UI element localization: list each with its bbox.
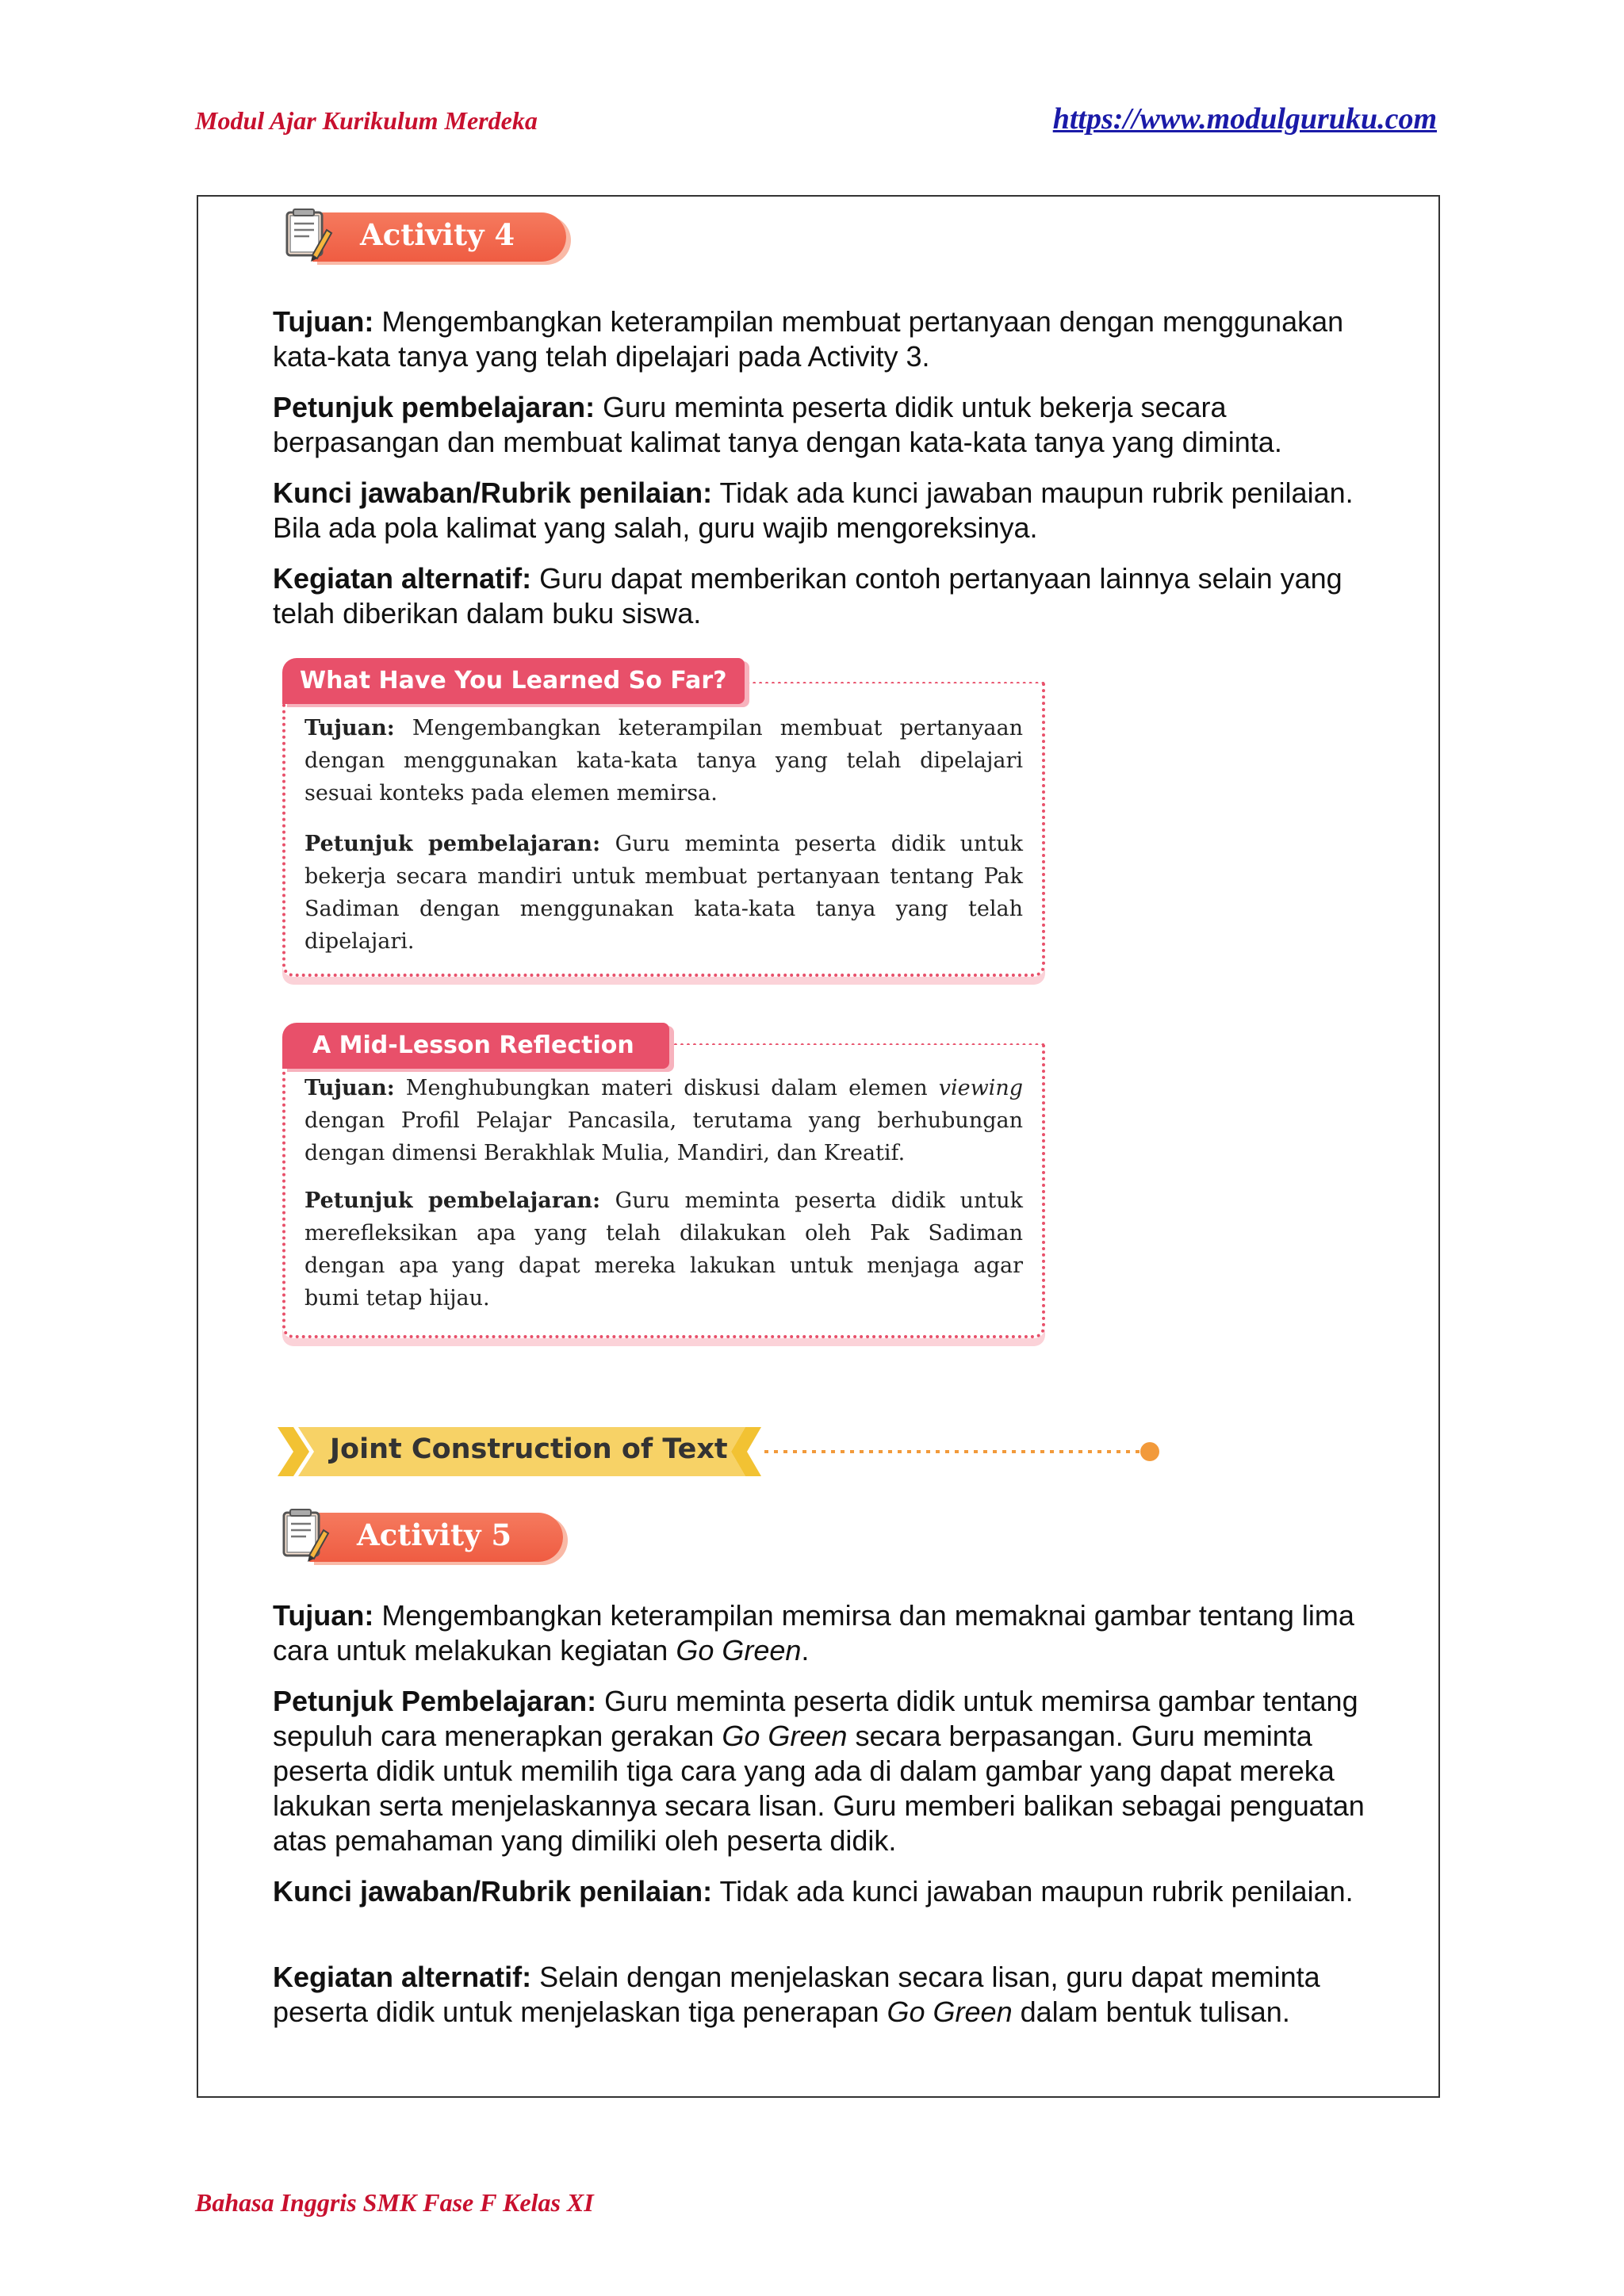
reflection-box-title: A Mid-Lesson Reflection (282, 1023, 669, 1069)
footer-text: Bahasa Inggris SMK Fase F Kelas XI (195, 2188, 594, 2217)
activity-5-alternatif: Kegiatan alternatif: Selain dengan menjelaskan secara lisan, guru dapat meminta peserta didik untuk menjelaskan tiga penerapan Go Green dalam bentuk tulisan. (273, 1961, 1320, 2028)
activity-5-banner (278, 1508, 563, 1560)
joint-construction-title: Joint Construction of Text (330, 1433, 728, 1465)
learned-box-title: What Have You Learned So Far? (282, 658, 745, 704)
activity-4-title: Activity 4 (360, 217, 515, 252)
reflection-box (282, 1045, 1045, 1338)
activity-5-tujuan: Tujuan: Mengembangkan keterampilan memirsa dan memaknai gambar tentang lima cara untuk melakukan kegiatan Go Green. (273, 1599, 1354, 1667)
learned-box (282, 683, 1045, 977)
activity-5-title: Activity 5 (357, 1517, 512, 1552)
activity-5-kunci: Kunci jawaban/Rubrik penilaian: Tidak ada kunci jawaban maupun rubrik penilaian. (273, 1875, 1354, 1908)
activity-4-alternatif: Kegiatan alternatif: Guru dapat memberikan contoh pertanyaan lainnya selain yang telah diberikan dalam buku siswa. (273, 562, 1342, 629)
activity-4-banner (281, 208, 566, 260)
learned-tujuan: Tujuan: Mengembangkan keterampilan membuat pertanyaan dengan menggunakan kata-kata tanya yang telah dipelajari sesuai konteks pada elemen memirsa. (304, 716, 1023, 806)
notepad-pencil-icon (278, 1508, 333, 1563)
learned-petunjuk: Petunjuk pembelajaran: Guru meminta peserta didik untuk bekerja secara mandiri untuk membuat pertanyaan tentang Pak Sadiman dengan menggunakan kata-kata tanya yang telah dipelajari. (304, 832, 1023, 954)
activity-4-tujuan: Tujuan: Mengembangkan keterampilan membuat pertanyaan dengan menggunakan kata-kata tanya yang telah dipelajari pada Activity 3. (273, 305, 1344, 373)
header-link[interactable]: https://www.modulguruku.com (1052, 102, 1437, 136)
activity-5-petunjuk: Petunjuk Pembelajaran: Guru meminta peserta didik untuk memirsa gambar tentang sepuluh cara menerapkan gerakan Go Green secara berpasangan. Guru meminta peserta didik untuk memilih tiga cara yang ada di dalam gambar yang dapat mereka lakukan serta menjelaskannya secara lisan. Guru memberi balikan sebagai penguatan atas pemahaman yang dimiliki oleh peserta didik. (273, 1685, 1365, 1857)
notepad-pencil-icon (281, 208, 336, 263)
joint-construction-banner (278, 1424, 1166, 1479)
activity-4-petunjuk: Petunjuk pembelajaran: Guru meminta peserta didik untuk bekerja secara berpasangan dan membuat kalimat tanya dengan kata-kata tanya yang diminta. (273, 391, 1282, 458)
header-left: Modul Ajar Kurikulum Merdeka (195, 106, 538, 135)
reflection-tujuan: Tujuan: Menghubungkan materi diskusi dalam elemen viewing dengan Profil Pelajar Pancasila, terutama yang berhubungan dengan dimensi Berakhlak Mulia, Mandiri, dan Kreatif. (304, 1076, 1023, 1165)
reflection-petunjuk: Petunjuk pembelajaran: Guru meminta peserta didik untuk merefleksikan apa yang telah dilakukan oleh Pak Sadiman dengan apa yang dapat mereka lakukan untuk menjaga agar bumi tetap hijau. (304, 1188, 1023, 1311)
activity-4-kunci: Kunci jawaban/Rubrik penilaian: Tidak ada kunci jawaban maupun rubrik penilaian. Bila ada pola kalimat yang salah, guru wajib mengoreksinya. (273, 476, 1354, 544)
